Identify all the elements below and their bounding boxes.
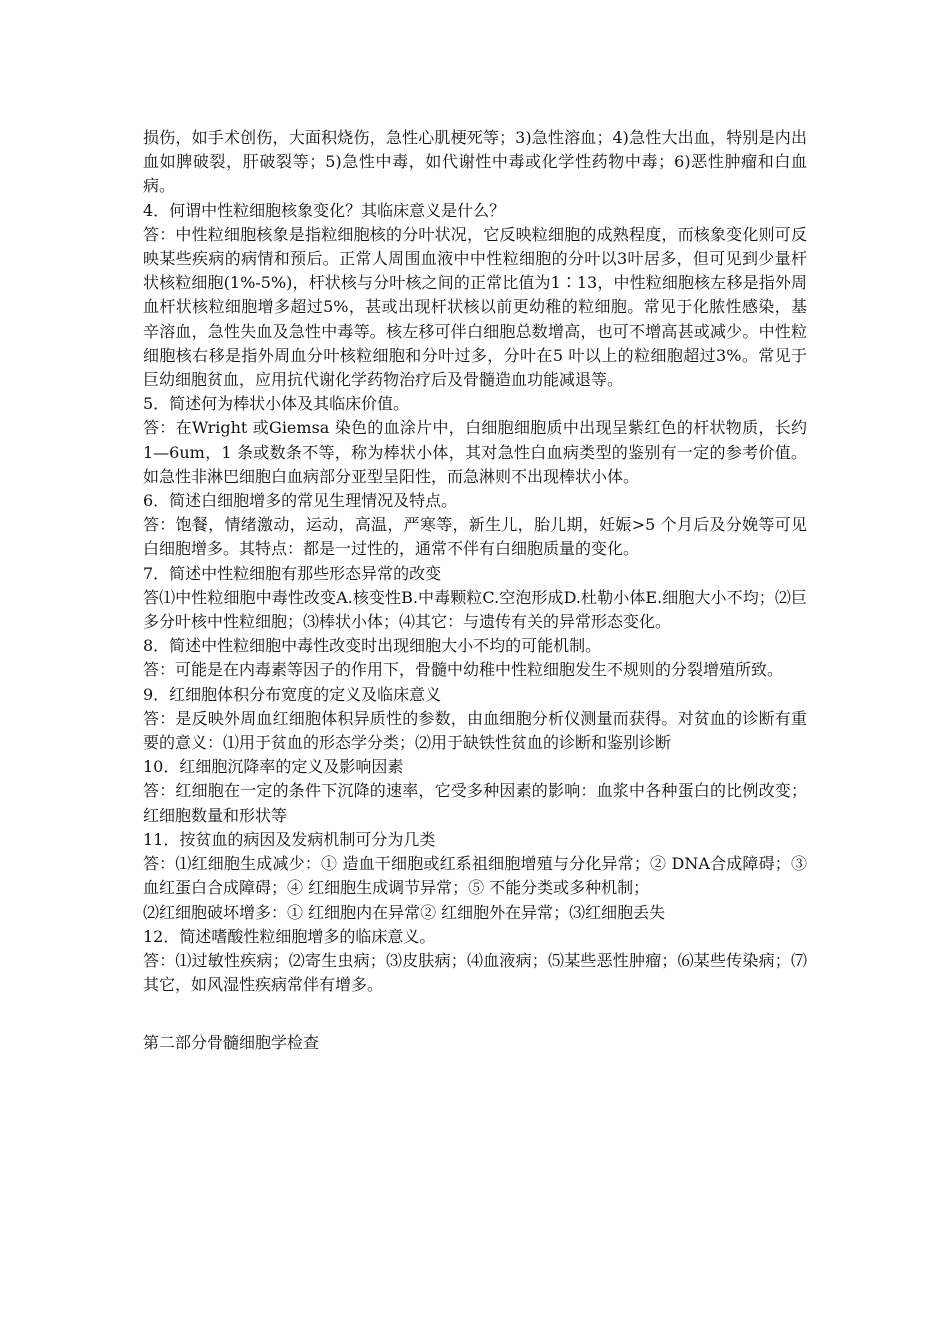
qa-item-6 [143,489,807,562]
answer-text: 答⑴中性粒细胞中毒性改变A.核变性B.中毒颗粒C.空泡形成D.杜勒小体E.细胞大小不均；⑵巨多分叶核中性粒细胞；⑶棒状小体；⑷其它：与遗传有关的异常形态变化。 [143,587,807,632]
question-text: 12．简述嗜酸性粒细胞增多的临床意义。 [143,926,436,946]
question-text: 9．红细胞体积分布宽度的定义及临床意义 [143,684,442,704]
question-text: 8．简述中性粒细胞中毒性改变时出现细胞大小不均的可能机制。 [143,636,602,656]
qa-item-12 [143,925,807,998]
answer-text: 答：可能是在内毒素等因子的作用下，骨髓中幼稚中性粒细胞发生不规则的分裂增殖所致。 [143,660,784,680]
qa-item-11 [143,828,807,925]
qa-item-10 [143,755,807,828]
question-text: 11．按贫血的病因及发病机制可分为几类 [143,829,436,849]
question-text: 4．何谓中性粒细胞核象变化？其临床意义是什么？ [143,200,506,220]
answer-text: 答：⑴红细胞生成减少：① 造血干细胞或红系祖细胞增殖与分化异常；② DNA合成障碍；③ 血红蛋白合成障碍；④ 红细胞生成调节异常；⑤ 不能分类或多种机制； [143,854,807,898]
qa-item-9 [143,683,807,756]
qa-item-4 [143,199,807,393]
question-text: 5．简述何为棒状小体及其临床价值。 [143,394,410,414]
section-heading: 第二部分骨髓细胞学检查 [143,1033,320,1053]
question-text: 10．红细胞沉降率的定义及影响因素 [143,757,404,777]
answer-text: 答：饱餐，情绪激动，运动，高温，严寒等，新生儿，胎儿期，妊娠>5 个月后及分娩等可见白细胞增多。其特点：都是一过性的，通常不伴有白细胞质量的变化。 [143,515,807,559]
question-text: 6．简述白细胞增多的常见生理情况及特点。 [143,491,458,511]
document-page [143,126,807,1056]
qa-item-5 [143,392,807,489]
qa-item-8 [143,634,807,682]
intro-paragraph: 损伤，如手术创伤，大面积烧伤，急性心肌梗死等；3)急性溶血；4)急性大出血，特别是内出血如脾破裂，肝破裂等；5)急性中毒，如代谢性中毒或化学性药物中毒；6)恶性肿瘤和白血病。 [143,128,807,196]
question-text: 7．简述中性粒细胞有那些形态异常的改变 [143,563,442,583]
answer-text-continued: ⑵红细胞破坏增多：① 红细胞内在异常② 红细胞外在异常；⑶红细胞丢失 [143,902,666,922]
answer-text: 答：中性粒细胞核象是指粒细胞核的分叶状况，它反映粒细胞的成熟程度，而核象变化则可反映某些疾病的病情和预后。正常人周围血液中中性粒细胞的分叶以3叶居多，但可见到少量杆状核粒细胞(1%-5%)，杆状核与分叶核之间的正常比值为1∶13，中性粒细胞核左移是指外周血杆状核粒细胞增多超过5%，甚或出现杆状核以前更幼稚的粒细胞。常见于化脓性感染，基辛溶血，急性失血及急性中毒等。核左移可伴白细胞总数增高，也可不增高甚或减少。中性粒细胞核右移是指外周血分叶核粒细胞和分叶过多，分叶在5 叶以上的粒细胞超过3%。常见于巨幼细胞贫血，应用抗代谢化学药物治疗后及骨髓造血功能减退等。 [143,224,807,390]
qa-item-7 [143,562,807,635]
answer-text: 答：⑴过敏性疾病；⑵寄生虫病；⑶皮肤病；⑷血液病；⑸某些恶性肿瘤；⑹某些传染病；⑺其它，如风湿性疾病常伴有增多。 [143,950,807,995]
answer-text: 答：是反映外周血红细胞体积异质性的参数，由血细胞分析仪测量而获得。对贫血的诊断有重要的意义：⑴用于贫血的形态学分类；⑵用于缺铁性贫血的诊断和鉴别诊断 [143,708,807,753]
answer-text: 答：在Wright 或Giemsa 染色的血涂片中，白细胞细胞质中出现呈紫红色的杆状物质，长约1—6um，1 条或数条不等，称为棒状小体，其对急性白血病类型的鉴别有一定的参考价值。如急性非淋巴细胞白血病部分亚型呈阳性，而急淋则不出现棒状小体。 [143,418,807,486]
answer-text: 答：红细胞在一定的条件下沉降的速率，它受多种因素的影响：血浆中各种蛋白的比例改变；红细胞数量和形状等 [143,781,807,825]
